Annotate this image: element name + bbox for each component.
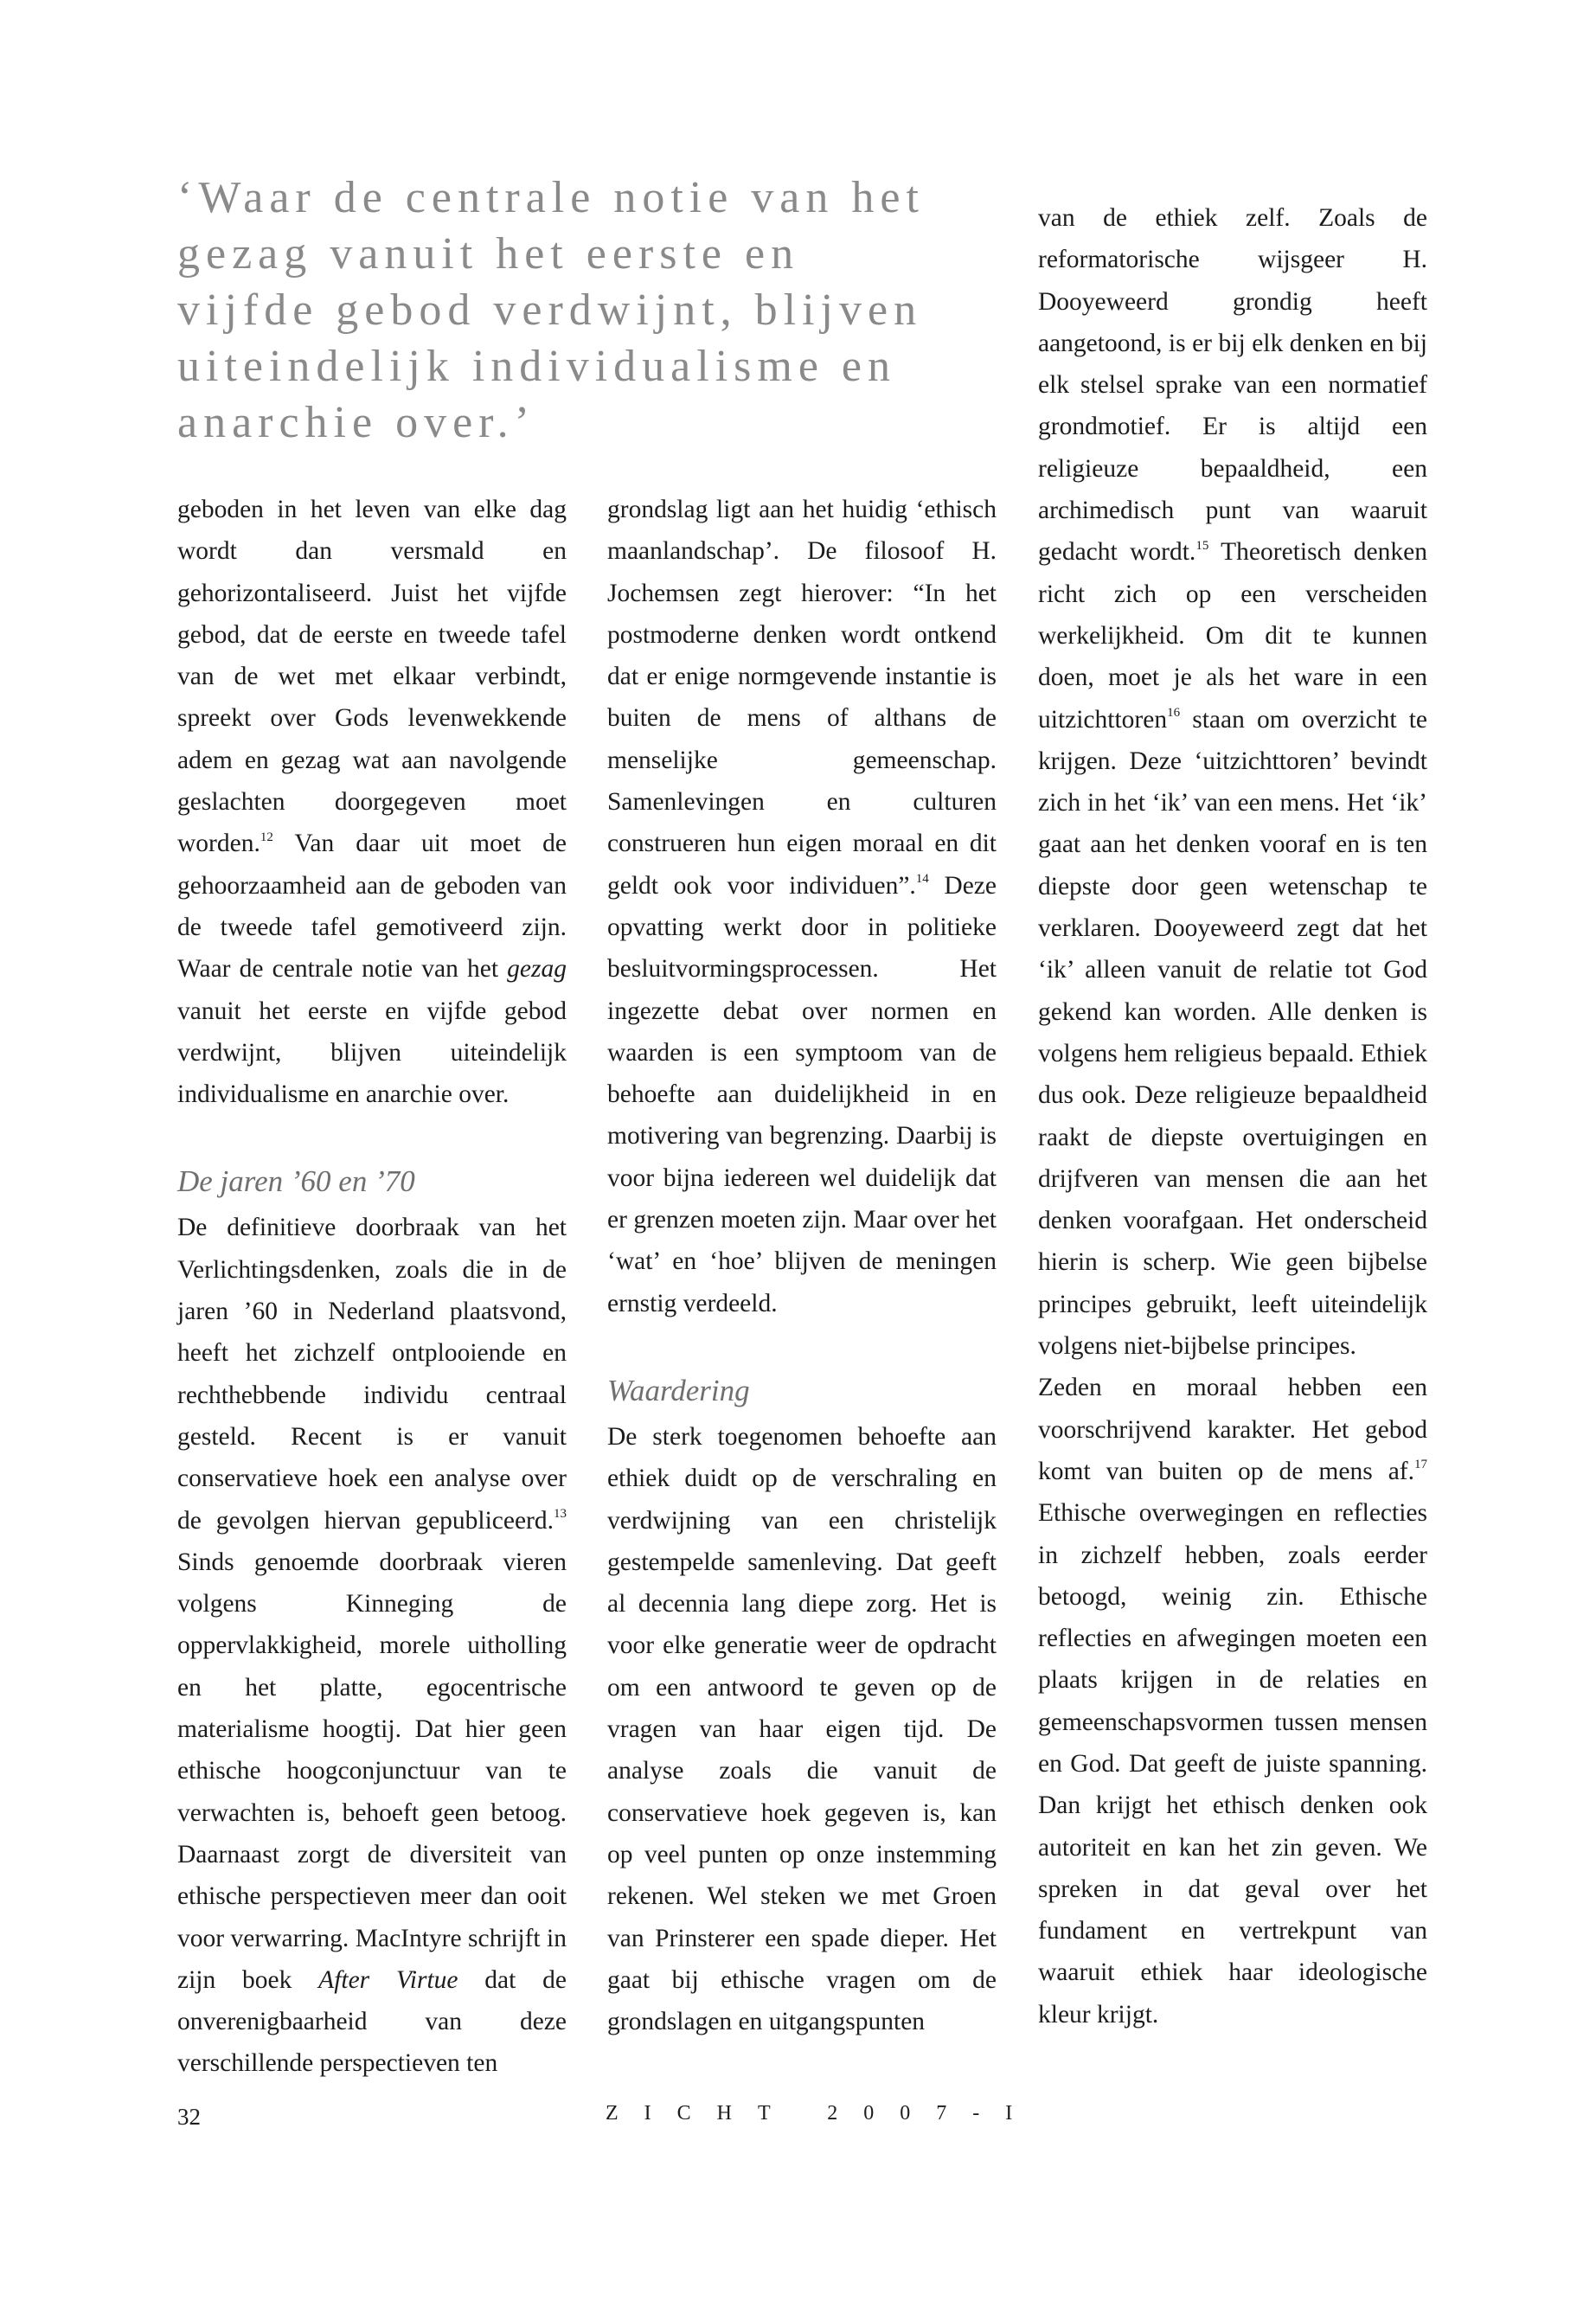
section-heading: Waardering bbox=[607, 1373, 750, 1407]
paragraph: grondslag ligt aan het huidig ‘ethisch maanlandschap’. De filosoof H. Jochemsen zegt hierover: “In het postmoderne denken wordt ontkend dat er enige normgevende instantie is buiten de mens of althans de menselijke gemeenschap. Samenlevingen en culturen construeren hun eigen moraal en dit geldt ook voor individuen”.$^{14}$ Deze opvatting werkt door in politieke besluitvormingsprocessen. Het ingezette debat over normen en waarden is een symptoom van de behoefte aan duidelijkheid in en motivering van begrenzing. Daarbij is voor bijna iedereen wel duidelijk dat er grenzen moeten zijn. Maar over het ‘wat’ en ‘hoe’ blijven de meningen ernstig verdeeld. bbox=[607, 496, 997, 1317]
footnote-ref: 15 bbox=[1195, 538, 1209, 553]
footnote-ref: 14 bbox=[915, 871, 929, 886]
page-number: 32 bbox=[177, 2104, 201, 2130]
column-2 bbox=[607, 489, 997, 2042]
paragraph: van de ethiek zelf. Zoals de reformatorische wijsgeer H. Dooyeweerd grondig heeft aangetoond, is er bij elk denken en bij elk stelsel sprake van een normatief grondmotief. Er is altijd een religieuze bepaaldheid, een archimedisch punt van waaruit gedacht wordt.$^{15}$ Theoretisch denken richt zich op een verscheiden werkelijkheid. Om dit te kunnen doen, moet je als het ware in een uitzichttoren$^{16}$ staan om overzicht te krijgen. Deze ‘uitzichttoren’ bevindt zich in het ‘ik’ van een mens. Het ‘ik’ gaat aan het denken vooraf en is ten diepste door geen wetenschap te verklaren. Dooyeweerd zegt dat het ‘ik’ alleen vanuit de relatie tot God gekend kan worden. Alle denken is volgens hem religieus bepaald. Ethiek dus ook. Deze religieuze bepaaldheid raakt de diepste overtuigingen en drijfveren van mensen die aan het denken voorafgaan. Het onderscheid hierin is scherp. Wie geen bijbelse principes gebruikt, leeft uiteindelijk volgens niet-bijbelse principes. bbox=[1038, 204, 1427, 1361]
section-heading: De jaren ’60 en ’70 bbox=[177, 1164, 415, 1199]
footnote-ref: 17 bbox=[1414, 1458, 1427, 1472]
footnote-ref: 13 bbox=[554, 1506, 567, 1521]
paragraph: De sterk toegenomen behoefte aan ethiek duidt op de verschraling en verdwijning van een christelijk gestempelde samenleving. Dat geeft al decennia lang diepe zorg. Het is voor elke generatie weer de opdracht om een antwoord te geven op de vragen van haar eigen tijd. De analyse zoals die vanuit de conservatieve hoek gegeven is, kan op veel punten op onze instemming rekenen. Wel steken we met Groen van Prinsterer een spade dieper. Het gaat bij ethische vragen om de grondslagen en uitgangspunten bbox=[607, 1422, 997, 2036]
paragraph: De definitieve doorbraak van het Verlichtingsdenken, zoals die in de jaren ’60 in Nederland plaatsvond, heeft het zichzelf ontplooiende en rechthebbende individu centraal gesteld. Recent is er vanuit conservatieve hoek een analyse over de gevolgen hiervan gepubliceerd.$^{13}$ Sinds genoemde doorbraak vieren volgens Kinneging de oppervlakkigheid, morele uitholling en het platte, egocentrische materialisme hoogtij. Dat hier geen ethische hoogconjunctuur van te verwachten is, behoeft geen betoog. Daarnaast zorgt de diversiteit van ethische perspectieven meer dan ooit voor verwarring. MacIntyre schrijft in zijn boek After Virtue dat de onverenigbaarheid van deze verschillende perspectieven ten bbox=[177, 1214, 567, 2078]
footnote-ref: 16 bbox=[1167, 705, 1181, 720]
pull-quote: ‘Waar de centrale notie van het gezag vanuit het eerste en vijfde gebod verdwijnt, blijven uiteindelijk individualisme en anarchie over.’ bbox=[177, 173, 925, 447]
footnote-ref: 12 bbox=[260, 830, 273, 844]
running-footer: ZICHT 2007-I bbox=[606, 2102, 1039, 2125]
paragraph: geboden in het leven van elke dag wordt dan versmald en gehorizontaliseerd. Juist het vijfde gebod, dat de eerste en tweede tafel van de wet met elkaar verbindt, spreekt over Gods levenwekkende adem en gezag wat aan navolgende geslachten doorgegeven moet worden.$^{12}$ Van daar uit moet de gehoorzaamheid aan de geboden van de tweede tafel gemotiveerd zijn. Waar de centrale notie van het gezag vanuit het eerste en vijfde gebod verdwijnt, blijven uiteindelijk individualisme en anarchie over. bbox=[177, 496, 567, 1109]
paragraph: Zeden en moraal hebben een voorschrijvend karakter. Het gebod komt van buiten op de mens af.$^{17}$ Ethische overwegingen en reflecties in zichzelf hebben, zoals eerder betoogd, weinig zin. Ethische reflecties en afwegingen moeten een plaats krijgen in de relaties en gemeenschapsvormen tussen mensen en God. Dat geeft de juiste spanning. Dan krijgt het ethisch denken ook autoriteit en kan het zin geven. We spreken in dat geval over het fundament en vertrekpunt van waaruit ethiek haar ideologische kleur krijgt. bbox=[1038, 1374, 1427, 2029]
column-1 bbox=[177, 489, 567, 2085]
column-3 bbox=[1038, 197, 1427, 2035]
